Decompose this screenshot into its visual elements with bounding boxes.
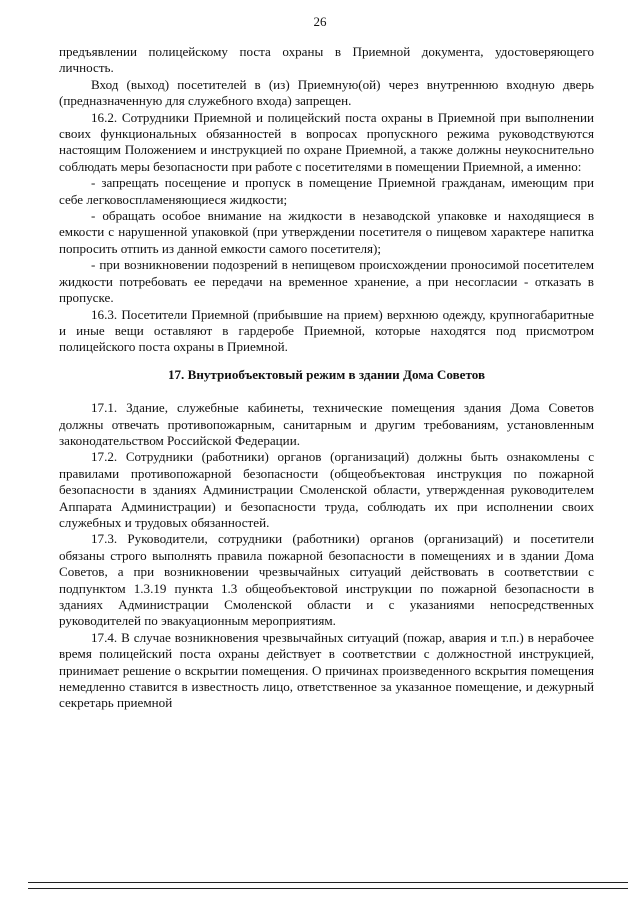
paragraph-16-2: 16.2. Сотрудники Приемной и полицейский поста охраны в Приемной при выполнении своих функциональных обязанностей в вопросах пропускного режима руководствуются настоящим Положением и инструкцией по охране Приемной, а также должны неукоснительно соблюдать меры безопасности при работе с посетителями в помещении Приемной, а именно: [59, 109, 594, 174]
paragraph-17-2: 17.2. Сотрудники (работники) органов (организаций) должны быть ознакомлены с правилами противопожарной безопасности (общеобъектовая инструкция по пожарной безопасности в зданиях Администрации Смоленской области, утвержденная руководителем Аппарата Администрации) и безопасности труда, соблюдать их при исполнении своих служебных и трудовых обязанностей. [59, 449, 594, 530]
paragraph-17-3: 17.3. Руководители, сотрудники (работники) органов (организаций) и посетители обязаны строго выполнять правила пожарной безопасности в помещениях и в здании Дома Советов, а при возникновении чрезвычайных ситуаций действовать в соответствии с подпунктом 1.3.19 пункта 1.3 общеобъектовой инструкции по пожарной безопасности в зданиях Администрации Смоленской области и с указаниями непосредственных руководителей по эвакуационным мероприятиям. [59, 531, 594, 629]
list-item-prohibit-flammables: - запрещать посещение и пропуск в помещение Приемной гражданам, имеющим при себе легковоспламеняющиеся жидкости; [59, 175, 594, 207]
list-item-suspicion: - при возникновении подозрений в непищевом происхождении проносимой посетителем жидкости потребовать ее передачи на временное хранение, а при несогласии - отказать в пропуске. [59, 257, 594, 306]
footer-rule-bottom [28, 888, 628, 889]
paragraph-17-4: 17.4. В случае возникновения чрезвычайных ситуаций (пожар, авария и т.п.) в нерабочее время полицейский поста охраны действует в соответствии с должностной инструкцией, принимает решение о вскрытии помещения. О причинах произведенного вскрытия помещения немедленно ставится в известность лицо, ответственное за указанное помещение, и дежурный секретарь приемной [59, 629, 594, 711]
document-body [59, 44, 594, 712]
list-item-liquids-attention: - обращать особое внимание на жидкости в незаводской упаковке и находящиеся в емкости с нарушенной упаковкой (при утверждении посетителя о пищевом характере напитка попросить отпить из данной емкости самого посетителя); [59, 208, 594, 256]
paragraph-16-3: 16.3. Посетители Приемной (прибывшие на прием) верхнюю одежду, крупногабаритные и иные вещи оставляют в гардеробе Приемной, которые находятся под присмотром полицейского поста охраны в Приемной. [59, 306, 594, 355]
paragraph-continuation: предъявлении полицейскому поста охраны в Приемной документа, удостоверяющего личность. [59, 44, 594, 76]
page-number: 26 [313, 14, 327, 29]
section-heading-17: 17. Внутриобъектовый режим в здании Дома Советов [167, 366, 486, 382]
paragraph-entry-rule: Вход (выход) посетителей в (из) Приемную(ой) через внутреннюю входную дверь (предназначенную для служебного входа) запрещен. [59, 76, 594, 109]
footer-rule-top [28, 882, 628, 883]
paragraph-17-1: 17.1. Здание, служебные кабинеты, технические помещения здания Дома Советов должны отвечать противопожарным, санитарным и другим требованиям, установленным законодательством Российской Федерации. [59, 400, 594, 448]
